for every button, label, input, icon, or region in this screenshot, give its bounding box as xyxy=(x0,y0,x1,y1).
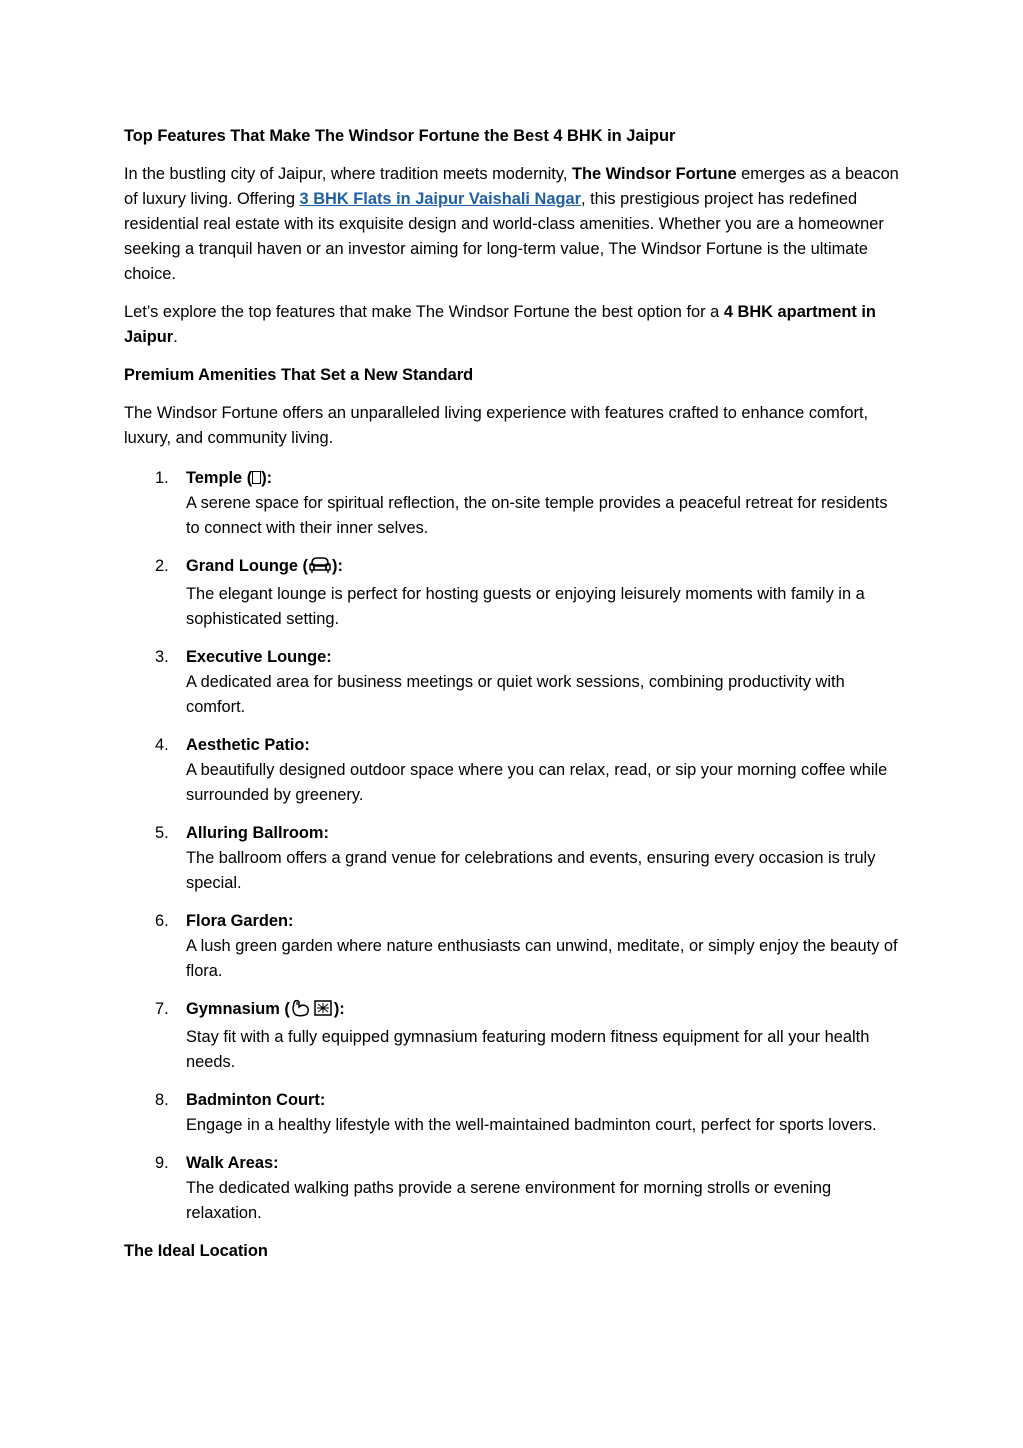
project-name: The Windsor Fortune xyxy=(571,165,737,183)
explore-text: Let’s explore the top features that make The Windsor Fortune the best option for a xyxy=(124,303,724,321)
item-title: Executive Lounge: xyxy=(186,648,332,666)
item-title: Alluring Ballroom: xyxy=(186,824,329,842)
amenities-description: The Windsor Fortune offers an unparalleled living experience with features crafted to enhance comfort, luxury, and community living. xyxy=(124,404,869,447)
amenities-heading: Premium Amenities That Set a New Standard xyxy=(124,366,474,384)
intro-paragraph xyxy=(124,162,900,287)
couch-icon xyxy=(309,556,331,582)
item-description: The dedicated walking paths provide a serene environment for morning strolls or evening relaxation. xyxy=(186,1179,832,1222)
list-number: 4. xyxy=(155,736,169,754)
item-description: The elegant lounge is perfect for hosting guests or enjoying leisurely moments with family in a sophisticated setting. xyxy=(186,585,865,628)
list-number: 6. xyxy=(155,912,169,930)
list-item xyxy=(124,645,900,720)
flats-link[interactable]: 3 BHK Flats in Jaipur Vaishali Nagar xyxy=(299,190,581,208)
document-title: Top Features That Make The Windsor Fortune the Best 4 BHK in Jaipur xyxy=(124,127,676,145)
item-description: A beautifully designed outdoor space where you can relax, read, or sip your morning coffee while surrounded by greenery. xyxy=(186,761,888,804)
item-description: Engage in a healthy lifestyle with the well-maintained badminton court, perfect for sports lovers. xyxy=(186,1116,877,1134)
list-item xyxy=(124,554,900,632)
list-number: 8. xyxy=(155,1091,169,1109)
explore-paragraph xyxy=(124,300,900,350)
intro-text: emerges as a beacon of luxury living. Offering xyxy=(124,165,899,208)
explore-text: . xyxy=(173,328,178,346)
intro-text: , this prestigious project has redefined residential real estate with its exquisite design and world-class amenities. Whether you are a homeowner seeking a tranquil haven or an investor aiming for long-term value, The Windsor Fortune is the ultimate choice. xyxy=(124,190,884,283)
list-item xyxy=(124,997,900,1075)
list-item xyxy=(124,466,900,541)
flexed-biceps-icon xyxy=(291,999,311,1025)
list-number: 1. xyxy=(155,469,169,487)
amenities-list xyxy=(124,466,900,1226)
apartment-keyword: 4 BHK apartment in Jaipur xyxy=(124,303,876,346)
list-item xyxy=(124,1088,900,1138)
temple-icon xyxy=(252,471,261,484)
dumbbell-icon xyxy=(313,999,333,1025)
item-description: Stay fit with a fully equipped gymnasium featuring modern fitness equipment for all your health needs. xyxy=(186,1028,870,1071)
list-number: 3. xyxy=(155,648,169,666)
list-number: 5. xyxy=(155,824,169,842)
item-description: A dedicated area for business meetings or quiet work sessions, combining productivity with comfort. xyxy=(186,673,845,716)
item-title: Temple ( ): xyxy=(186,469,273,487)
list-number: 7. xyxy=(155,1000,169,1018)
item-description: The ballroom offers a grand venue for celebrations and events, ensuring every occasion is truly special. xyxy=(186,849,876,892)
document-page xyxy=(124,124,900,1277)
list-item xyxy=(124,1151,900,1226)
list-item xyxy=(124,733,900,808)
intro-text: In the bustling city of Jaipur, where tradition meets modernity, xyxy=(124,165,572,183)
list-number: 2. xyxy=(155,557,169,575)
item-title: Grand Lounge ( ): xyxy=(186,554,900,582)
item-title: Aesthetic Patio: xyxy=(186,736,310,754)
item-description: A lush green garden where nature enthusiasts can unwind, meditate, or simply enjoy the beauty of flora. xyxy=(186,937,898,980)
item-title: Badminton Court: xyxy=(186,1091,326,1109)
list-item xyxy=(124,909,900,984)
item-title: Gymnasium ( ): xyxy=(186,997,900,1025)
location-heading: The Ideal Location xyxy=(124,1242,268,1260)
list-item xyxy=(124,821,900,896)
list-number: 9. xyxy=(155,1154,169,1172)
item-description: A serene space for spiritual reflection, the on-site temple provides a peaceful retreat for residents to connect with their inner selves. xyxy=(186,494,888,537)
item-title: Walk Areas: xyxy=(186,1154,279,1172)
item-title: Flora Garden: xyxy=(186,912,294,930)
